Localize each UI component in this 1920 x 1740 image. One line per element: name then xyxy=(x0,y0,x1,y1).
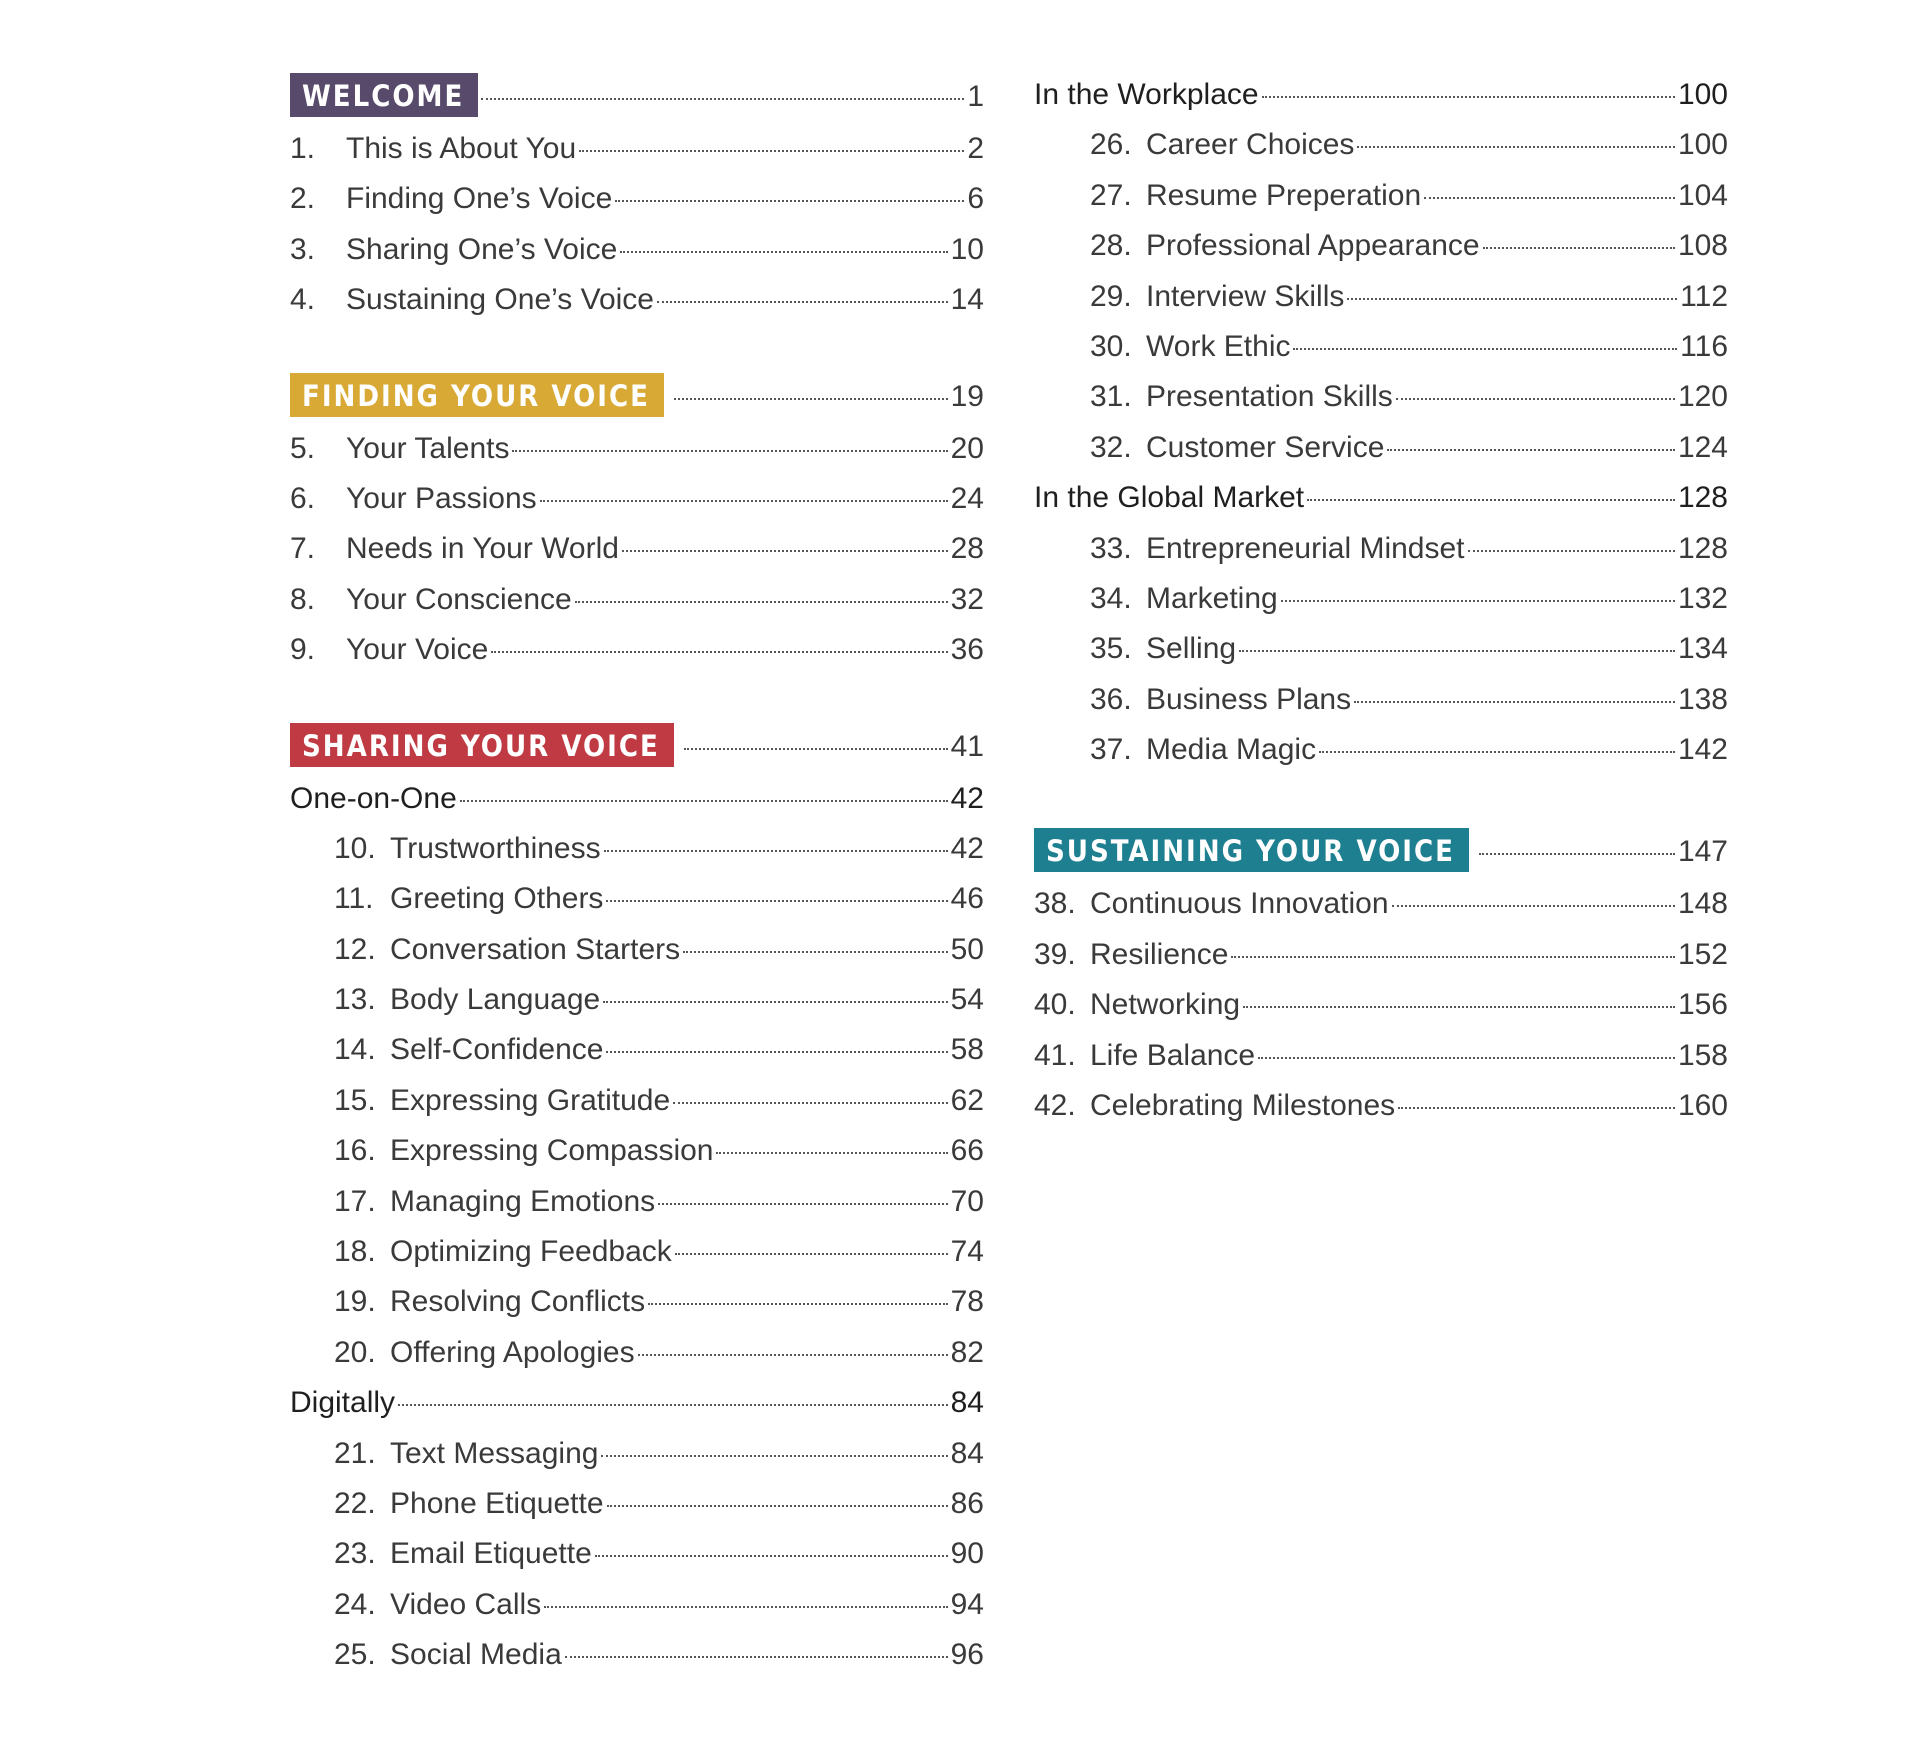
toc-entry[interactable] xyxy=(1034,221,1728,271)
toc-entry[interactable] xyxy=(1034,423,1728,473)
section-finding-your-voice[interactable] xyxy=(290,372,984,424)
page-number: 66 xyxy=(950,1134,984,1168)
group-title: One-on-One xyxy=(290,781,457,815)
toc-entry[interactable] xyxy=(1034,171,1728,221)
entry-title: Conversation Starters xyxy=(390,932,681,966)
dot-leader xyxy=(606,900,947,902)
page-number: 62 xyxy=(950,1083,984,1117)
page-number: 100 xyxy=(1677,128,1728,162)
page-number: 36 xyxy=(950,633,984,667)
dot-leader xyxy=(673,1102,947,1104)
entry-number: 18. xyxy=(334,1235,376,1269)
toc-entry[interactable] xyxy=(1034,1081,1728,1131)
entry-title: Phone Etiquette xyxy=(390,1486,604,1520)
dot-leader xyxy=(1479,853,1675,855)
page-number: 14 xyxy=(950,283,984,317)
toc-entry[interactable] xyxy=(1034,272,1728,322)
entry-title: Greeting Others xyxy=(390,882,604,916)
toc-entry[interactable] xyxy=(290,925,984,975)
toc-entry[interactable] xyxy=(290,1328,984,1378)
entry-title: Body Language xyxy=(390,983,601,1017)
dot-leader xyxy=(1347,298,1677,300)
dot-leader xyxy=(1231,956,1675,958)
entry-number: 20. xyxy=(334,1335,376,1369)
entry-number: 27. xyxy=(1090,178,1132,212)
page-number: 82 xyxy=(950,1335,984,1369)
dot-leader xyxy=(491,651,947,653)
dot-leader xyxy=(603,1001,947,1003)
entry-title: Needs in Your World xyxy=(346,532,619,566)
dot-leader xyxy=(1281,600,1675,602)
toc-entry[interactable] xyxy=(290,1529,984,1579)
dot-leader xyxy=(1357,146,1675,148)
dot-leader xyxy=(615,200,964,202)
entry-number: 12. xyxy=(334,932,376,966)
entry-number: 9. xyxy=(290,633,316,667)
entry-title: Entrepreneurial Mindset xyxy=(1146,531,1465,565)
dot-leader xyxy=(675,1253,948,1255)
dot-leader xyxy=(1396,398,1675,400)
entry-number: 19. xyxy=(334,1285,376,1319)
page-number: 134 xyxy=(1677,632,1728,666)
group-in-the-global-market[interactable] xyxy=(1034,473,1728,523)
dot-leader xyxy=(683,951,947,953)
entry-number: 4. xyxy=(290,283,316,317)
entry-title: Expressing Compassion xyxy=(390,1134,714,1168)
dot-leader xyxy=(575,601,948,603)
entry-title: Life Balance xyxy=(1090,1038,1256,1072)
dot-leader xyxy=(1424,197,1675,199)
entry-title: Email Etiquette xyxy=(390,1537,592,1571)
page-number: 84 xyxy=(950,1436,984,1470)
toc-entry[interactable] xyxy=(290,124,984,174)
entry-number: 26. xyxy=(1090,128,1132,162)
entry-title: Social Media xyxy=(390,1638,562,1672)
section-sustaining-your-voice[interactable] xyxy=(1034,827,1728,879)
toc-entry[interactable] xyxy=(1034,322,1728,372)
entry-title: This is About You xyxy=(346,132,577,165)
page-number: 19 xyxy=(950,379,984,413)
entry-title: Marketing xyxy=(1146,581,1278,615)
toc-entry[interactable] xyxy=(1034,372,1728,422)
entry-number: 13. xyxy=(334,983,376,1017)
entry-number: 36. xyxy=(1090,682,1132,716)
page-number: 28 xyxy=(950,532,984,566)
entry-number: 41. xyxy=(1034,1038,1076,1072)
dot-leader xyxy=(512,450,947,452)
page-number: 124 xyxy=(1677,430,1728,464)
entry-number: 2. xyxy=(290,182,316,216)
page-number: 2 xyxy=(967,132,984,165)
toc-entry[interactable] xyxy=(290,1277,984,1327)
page-number: 74 xyxy=(950,1235,984,1269)
toc-entry[interactable] xyxy=(290,625,984,675)
entry-title: Text Messaging xyxy=(390,1436,599,1470)
section-welcome[interactable] xyxy=(290,72,984,124)
entry-number: 24. xyxy=(334,1587,376,1621)
entry-number: 38. xyxy=(1034,887,1076,921)
toc-entry[interactable] xyxy=(290,874,984,924)
dot-leader xyxy=(716,1152,947,1154)
toc-entry[interactable] xyxy=(1034,675,1728,725)
page-number: 42 xyxy=(950,831,984,865)
page-number: 54 xyxy=(950,983,984,1017)
entry-title: Sharing One’s Voice xyxy=(346,232,618,266)
group-one-on-one[interactable] xyxy=(290,774,984,824)
toc-entry[interactable] xyxy=(290,1025,984,1075)
group-title: Digitally xyxy=(290,1386,396,1420)
entry-number: 21. xyxy=(334,1436,376,1470)
page-number: 20 xyxy=(950,431,984,465)
dot-leader xyxy=(1392,905,1675,907)
dot-leader xyxy=(1243,1006,1675,1008)
entry-title: Resume Preperation xyxy=(1146,178,1422,212)
section-label-badge: WELCOME xyxy=(290,73,478,117)
page-number: 50 xyxy=(950,932,984,966)
entry-title: Presentation Skills xyxy=(1146,380,1393,414)
dot-leader xyxy=(1293,348,1677,350)
entry-number: 39. xyxy=(1034,937,1076,971)
dot-leader xyxy=(1319,751,1675,753)
toc-entry[interactable] xyxy=(290,225,984,275)
section-label-badge: SUSTAINING YOUR VOICE xyxy=(1034,828,1469,872)
entry-title: Work Ethic xyxy=(1146,329,1291,363)
page-number: 100 xyxy=(1677,78,1728,111)
dot-leader xyxy=(1262,96,1675,98)
toc-entry[interactable] xyxy=(290,1580,984,1630)
page-number: 10 xyxy=(950,232,984,266)
entry-title: Interview Skills xyxy=(1146,279,1345,313)
dot-leader xyxy=(1307,499,1675,501)
entry-number: 6. xyxy=(290,481,316,515)
entry-number: 23. xyxy=(334,1537,376,1571)
toc-left-column xyxy=(290,70,984,1681)
toc-entry[interactable] xyxy=(290,275,984,325)
entry-title: Your Talents xyxy=(346,431,510,465)
entry-number: 10. xyxy=(334,831,376,865)
page-number: 70 xyxy=(950,1184,984,1218)
entry-title: Your Voice xyxy=(346,633,489,667)
toc-entry[interactable] xyxy=(1034,725,1728,775)
page-number: 156 xyxy=(1677,988,1728,1022)
entry-title: Trustworthiness xyxy=(390,831,601,865)
dot-leader xyxy=(1354,701,1675,703)
entry-title: Offering Apologies xyxy=(390,1335,635,1369)
entry-title: Media Magic xyxy=(1146,733,1317,767)
page-number: 1 xyxy=(967,80,984,113)
dot-leader xyxy=(607,1505,948,1507)
entry-number: 30. xyxy=(1090,329,1132,363)
page-number: 84 xyxy=(950,1386,984,1420)
toc-entry[interactable] xyxy=(290,575,984,625)
page-number: 78 xyxy=(950,1285,984,1319)
page-number: 32 xyxy=(950,582,984,616)
dot-leader xyxy=(648,1303,948,1305)
dot-leader xyxy=(601,1455,947,1457)
entry-title: Customer Service xyxy=(1146,430,1385,464)
group-title: In the Workplace xyxy=(1034,78,1259,111)
page-number: 104 xyxy=(1677,178,1728,212)
dot-leader xyxy=(604,850,948,852)
entry-number: 22. xyxy=(334,1486,376,1520)
entry-title: Optimizing Feedback xyxy=(390,1235,672,1269)
entry-title: Resolving Conflicts xyxy=(390,1285,646,1319)
toc-entry[interactable] xyxy=(290,474,984,524)
dot-leader xyxy=(1398,1107,1675,1109)
toc-entry[interactable] xyxy=(1034,574,1728,624)
dot-leader xyxy=(684,748,948,750)
page-number: 58 xyxy=(950,1033,984,1067)
entry-number: 34. xyxy=(1090,581,1132,615)
entry-title: Your Conscience xyxy=(346,582,572,616)
entry-title: Your Passions xyxy=(346,481,537,515)
page-number: 116 xyxy=(1680,329,1728,363)
dot-leader xyxy=(460,800,948,802)
toc-entry[interactable] xyxy=(290,1630,984,1680)
entry-number: 17. xyxy=(334,1184,376,1218)
dot-leader xyxy=(595,1555,948,1557)
page-number: 147 xyxy=(1677,835,1728,869)
entry-number: 8. xyxy=(290,582,316,616)
page-number: 142 xyxy=(1677,733,1728,767)
toc-entry[interactable] xyxy=(290,424,984,474)
page-number: 24 xyxy=(950,481,984,515)
page-number: 6 xyxy=(967,182,984,216)
entry-title: Expressing Gratitude xyxy=(390,1083,671,1117)
entry-number: 16. xyxy=(334,1134,376,1168)
entry-title: Continuous Innovation xyxy=(1090,887,1389,921)
toc-entry[interactable] xyxy=(1034,930,1728,980)
entry-number: 1. xyxy=(290,132,316,165)
entry-number: 32. xyxy=(1090,430,1132,464)
page-number: 152 xyxy=(1677,937,1728,971)
toc-entry[interactable] xyxy=(290,975,984,1025)
page-number: 148 xyxy=(1677,887,1728,921)
dot-leader xyxy=(565,1656,948,1658)
dot-leader xyxy=(1483,247,1675,249)
entry-title: Networking xyxy=(1090,988,1241,1022)
page-number: 138 xyxy=(1677,682,1728,716)
section-label-badge: SHARING YOUR VOICE xyxy=(290,723,674,767)
page-number: 158 xyxy=(1677,1038,1728,1072)
group-digitally[interactable] xyxy=(290,1378,984,1428)
entry-title: Sustaining One’s Voice xyxy=(346,283,654,317)
entry-number: 33. xyxy=(1090,531,1132,565)
toc-entry[interactable] xyxy=(1034,879,1728,929)
page-number: 46 xyxy=(950,882,984,916)
page-number: 96 xyxy=(950,1638,984,1672)
entry-number: 40. xyxy=(1034,988,1076,1022)
page-number: 94 xyxy=(950,1587,984,1621)
entry-number: 5. xyxy=(290,431,316,465)
dot-leader xyxy=(398,1404,948,1406)
page-number: 86 xyxy=(950,1486,984,1520)
toc-entry[interactable] xyxy=(290,1429,984,1479)
toc-entry[interactable] xyxy=(1034,120,1728,170)
page-number: 41 xyxy=(950,729,984,763)
entry-title: Celebrating Milestones xyxy=(1090,1089,1396,1123)
entry-title: Selling xyxy=(1146,632,1237,666)
entry-number: 14. xyxy=(334,1033,376,1067)
entry-title: Professional Appearance xyxy=(1146,229,1480,263)
entry-number: 35. xyxy=(1090,632,1132,666)
page-number: 128 xyxy=(1677,481,1728,515)
entry-title: Career Choices xyxy=(1146,128,1355,162)
dot-leader xyxy=(544,1606,947,1608)
entry-number: 3. xyxy=(290,232,316,266)
dot-leader xyxy=(606,1051,947,1053)
toc-right-column xyxy=(1034,70,1728,1131)
page-number: 160 xyxy=(1677,1089,1728,1123)
entry-number: 28. xyxy=(1090,229,1132,263)
page-number: 108 xyxy=(1677,229,1728,263)
entry-title: Self-Confidence xyxy=(390,1033,604,1067)
entry-title: Finding One’s Voice xyxy=(346,182,613,216)
toc-entry[interactable] xyxy=(1034,524,1728,574)
entry-title: Managing Emotions xyxy=(390,1184,656,1218)
dot-leader xyxy=(1239,650,1675,652)
page-number: 120 xyxy=(1677,380,1728,414)
dot-leader xyxy=(674,398,948,400)
dot-leader xyxy=(622,550,948,552)
dot-leader xyxy=(579,150,964,152)
entry-title: Resilience xyxy=(1090,937,1229,971)
group-in-the-workplace[interactable] xyxy=(1034,70,1728,120)
page-number: 90 xyxy=(950,1537,984,1571)
entry-number: 31. xyxy=(1090,380,1132,414)
entry-number: 7. xyxy=(290,532,316,566)
dot-leader xyxy=(1387,449,1675,451)
section-label-badge: FINDING YOUR VOICE xyxy=(290,373,664,417)
section-sharing-your-voice[interactable] xyxy=(290,722,984,774)
toc-entry[interactable] xyxy=(290,1479,984,1529)
page-number: 128 xyxy=(1677,531,1728,565)
toc-entry[interactable] xyxy=(1034,980,1728,1030)
toc-entry[interactable] xyxy=(1034,1031,1728,1081)
toc-entry[interactable] xyxy=(290,824,984,874)
entry-title: Video Calls xyxy=(390,1587,542,1621)
dot-leader xyxy=(620,251,947,253)
toc-entry[interactable] xyxy=(290,524,984,574)
page-number: 42 xyxy=(950,781,984,815)
toc-entry[interactable] xyxy=(290,174,984,224)
dot-leader xyxy=(1468,550,1675,552)
group-title: In the Global Market xyxy=(1034,481,1305,515)
dot-leader xyxy=(540,500,948,502)
toc-entry[interactable] xyxy=(290,1076,984,1126)
entry-number: 37. xyxy=(1090,733,1132,767)
toc-entry[interactable] xyxy=(290,1227,984,1277)
entry-number: 25. xyxy=(334,1638,376,1672)
entry-number: 11. xyxy=(334,882,374,916)
page-number: 132 xyxy=(1677,581,1728,615)
dot-leader xyxy=(1258,1057,1675,1059)
toc-entry[interactable] xyxy=(290,1126,984,1176)
toc-entry[interactable] xyxy=(290,1177,984,1227)
page-number: 112 xyxy=(1680,279,1728,313)
dot-leader xyxy=(658,1203,947,1205)
dot-leader xyxy=(638,1354,948,1356)
entry-title: Business Plans xyxy=(1146,682,1352,716)
toc-entry[interactable] xyxy=(1034,624,1728,674)
dot-leader xyxy=(481,98,964,100)
entry-number: 15. xyxy=(334,1083,376,1117)
entry-number: 42. xyxy=(1034,1089,1076,1123)
entry-number: 29. xyxy=(1090,279,1132,313)
dot-leader xyxy=(657,301,948,303)
